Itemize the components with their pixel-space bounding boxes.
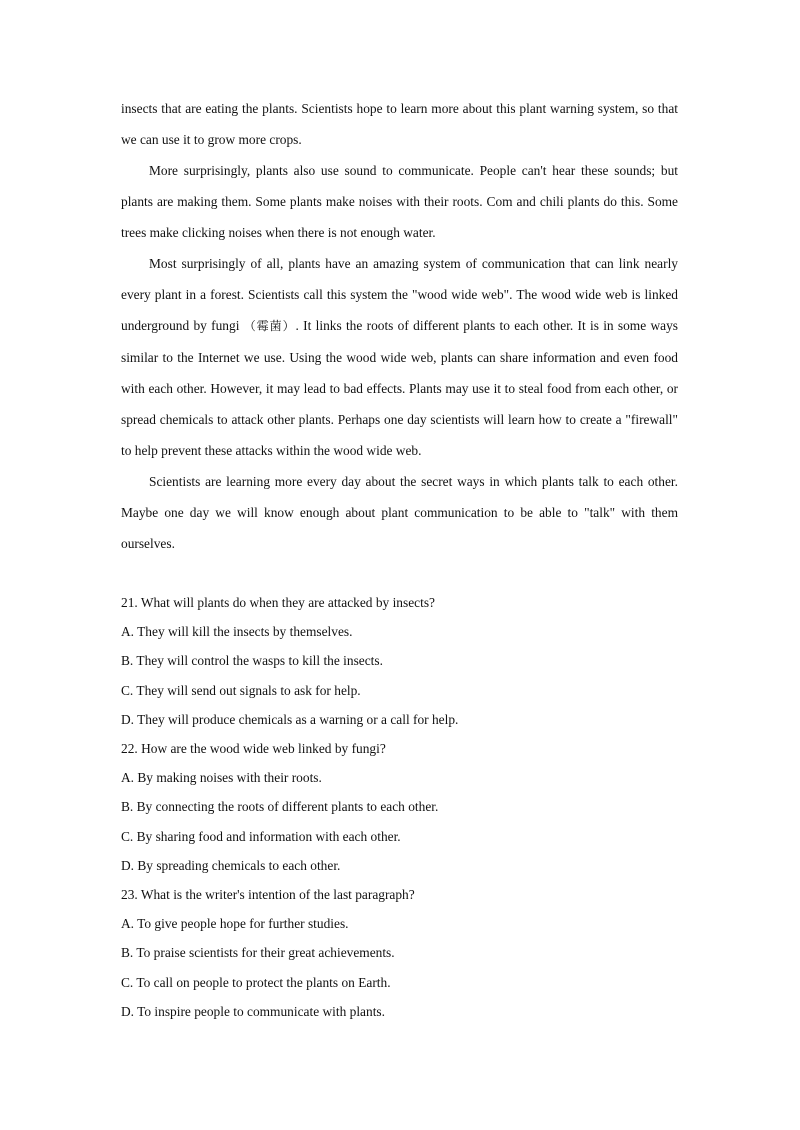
question-stem: 23. What is the writer's intention of the last paragraph? bbox=[121, 887, 415, 903]
paragraph-3-part-2: . It links the roots of different plants to each other. It is in some ways similar to the Internet we use. Using the wood wide web, plants can share information and even food with each other. However, it may lead to bad effects. Plants may use it to steal food from each other, or spread chemicals to attack other plants. Perhaps one day scientists will learn how to create a "firewall" to help prevent these attacks within the wood wide web. bbox=[121, 318, 678, 458]
passage-paragraph-3 bbox=[121, 248, 678, 466]
option-c: C. By sharing food and information with each other. bbox=[121, 828, 401, 844]
option-d: D. To inspire people to communicate with plants. bbox=[121, 1003, 385, 1019]
passage-paragraph-2: More surprisingly, plants also use sound to communicate. People can't hear these sounds; but plants are making them. Some plants make noises with their roots. Com and chili plants do this. Some trees make clicking noises when there is not enough water. bbox=[121, 163, 678, 240]
fungi-chinese-gloss: （霉菌） bbox=[243, 319, 296, 333]
question-23 bbox=[121, 880, 678, 1026]
option-c: C. They will send out signals to ask for help. bbox=[121, 682, 361, 698]
option-d: D. They will produce chemicals as a warning or a call for help. bbox=[121, 711, 459, 727]
option-b: B. They will control the wasps to kill the insects. bbox=[121, 653, 383, 669]
passage-paragraph-1: insects that are eating the plants. Scientists hope to learn more about this plant warning system, so that we can use it to grow more crops. bbox=[121, 101, 678, 147]
reading-passage bbox=[121, 93, 678, 559]
option-b: B. To praise scientists for their great achievements. bbox=[121, 945, 395, 961]
question-21 bbox=[121, 588, 678, 734]
option-a: A. By making noises with their roots. bbox=[121, 770, 322, 786]
passage-paragraph-4: Scientists are learning more every day about the secret ways in which plants talk to each other. Maybe one day we will know enough about plant communication to be able to "talk" with them ourselves. bbox=[121, 474, 678, 551]
option-a: A. They will kill the insects by themselves. bbox=[121, 624, 353, 640]
paragraph-3-part-1: Most surprisingly of all, plants have an amazing system of communication that can link nearly every plant in a forest. Scientists call this system the "wood wide web". The wood wide web is linked underground by fungi bbox=[121, 256, 678, 333]
question-list bbox=[121, 588, 678, 1026]
option-a: A. To give people hope for further studies. bbox=[121, 916, 349, 932]
question-stem: 21. What will plants do when they are attacked by insects? bbox=[121, 595, 435, 610]
option-c: C. To call on people to protect the plants on Earth. bbox=[121, 974, 391, 990]
question-22 bbox=[121, 734, 678, 880]
option-b: B. By connecting the roots of different plants to each other. bbox=[121, 799, 439, 815]
option-d: D. By spreading chemicals to each other. bbox=[121, 857, 341, 873]
question-stem: 22. How are the wood wide web linked by fungi? bbox=[121, 741, 386, 757]
